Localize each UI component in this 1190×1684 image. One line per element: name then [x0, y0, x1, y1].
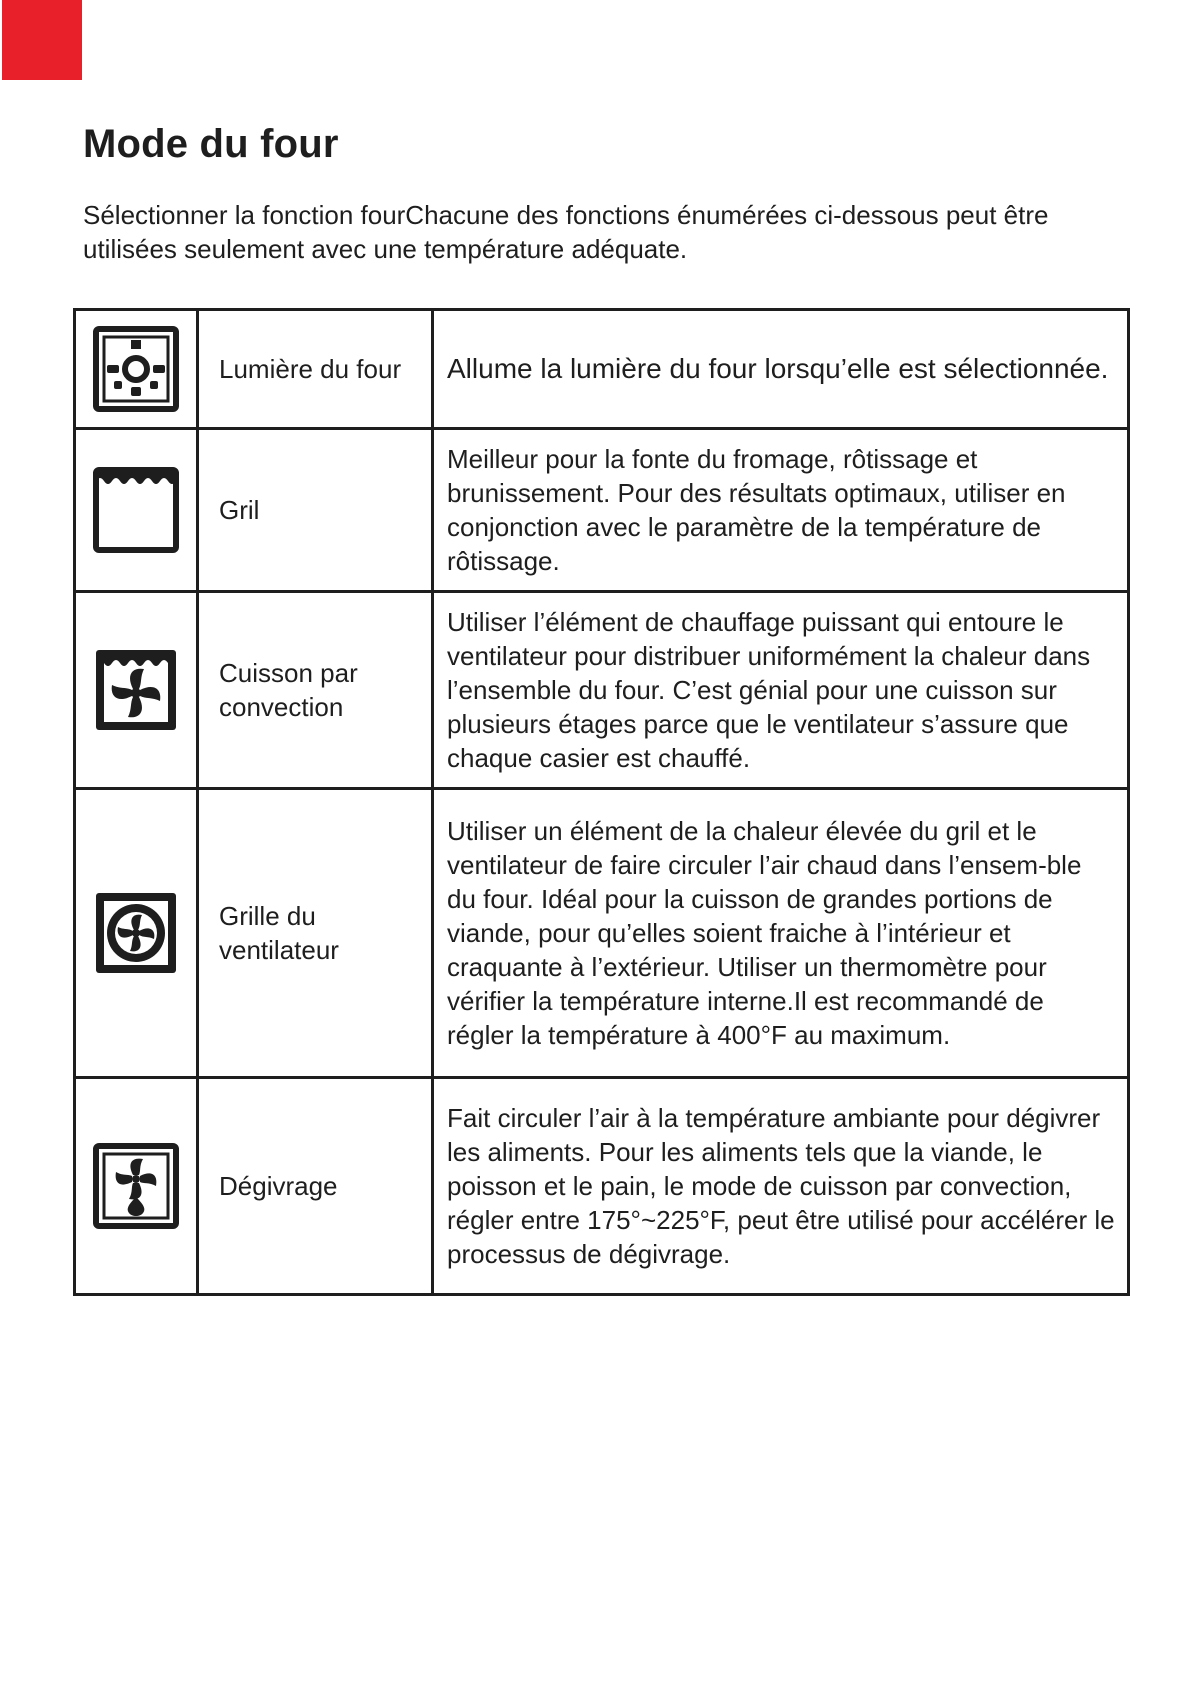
mode-name: Grille du ventilateur: [198, 789, 433, 1078]
oven-modes-table: [73, 308, 1130, 1296]
defrost-icon: [93, 1143, 179, 1229]
mode-description: Fait circuler l’air à la température ambiante pour dégivrer les aliments. Pour les aliments tels que la viande, le poisson et le pain, le mode de cuisson par convection, régler entre 175°~225°F, peut être utilisé pour accélérer le processus de dégivrage.: [433, 1078, 1129, 1295]
grill-icon: [93, 467, 179, 553]
table-row: [75, 429, 1129, 592]
table-row: [75, 789, 1129, 1078]
corner-tab: [2, 0, 82, 80]
mode-name: Lumière du four: [198, 310, 433, 429]
page-title: Mode du four: [83, 122, 339, 166]
table-row: [75, 1078, 1129, 1295]
convection-icon: [93, 647, 179, 733]
table-row: [75, 310, 1129, 429]
mode-name: Dégivrage: [198, 1078, 433, 1295]
mode-name: Cuisson par convection: [198, 592, 433, 789]
fan-grill-icon: [93, 890, 179, 976]
mode-description: Allume la lumière du four lorsqu’elle est sélectionnée.: [433, 310, 1129, 429]
mode-name: Gril: [198, 429, 433, 592]
mode-description: Utiliser un élément de la chaleur élevée du gril et le ventilateur de faire circuler l’air chaud dans l’ensem-ble du four. Idéal pour la cuisson de grandes portions de viande, pour qu’elles soient fraiche à l’intérieur et craquante à l’extérieur. Utiliser un thermomètre pour vérifier la température interne.Il est recommandé de régler la température à 400°F au maximum.: [433, 789, 1129, 1078]
intro-text: Sélectionner la fonction fourChacune des fonctions énumérées ci-dessous peut être utilisées seulement avec une température adéquate.: [83, 200, 1049, 264]
table-row: [75, 592, 1129, 789]
mode-description: Meilleur pour la fonte du fromage, rôtissage et brunissement. Pour des résultats optimaux, utiliser en conjonction avec le paramètre de la température de rôtissage.: [433, 429, 1129, 592]
mode-description: Utiliser l’élément de chauffage puissant qui entoure le ventilateur pour distribuer uniformément la chaleur dans l’ensemble du four. C’est génial pour une cuisson sur plusieurs étages parce que le ventilateur s’assure que chaque casier est chauffé.: [433, 592, 1129, 789]
oven-light-icon: [93, 326, 179, 412]
